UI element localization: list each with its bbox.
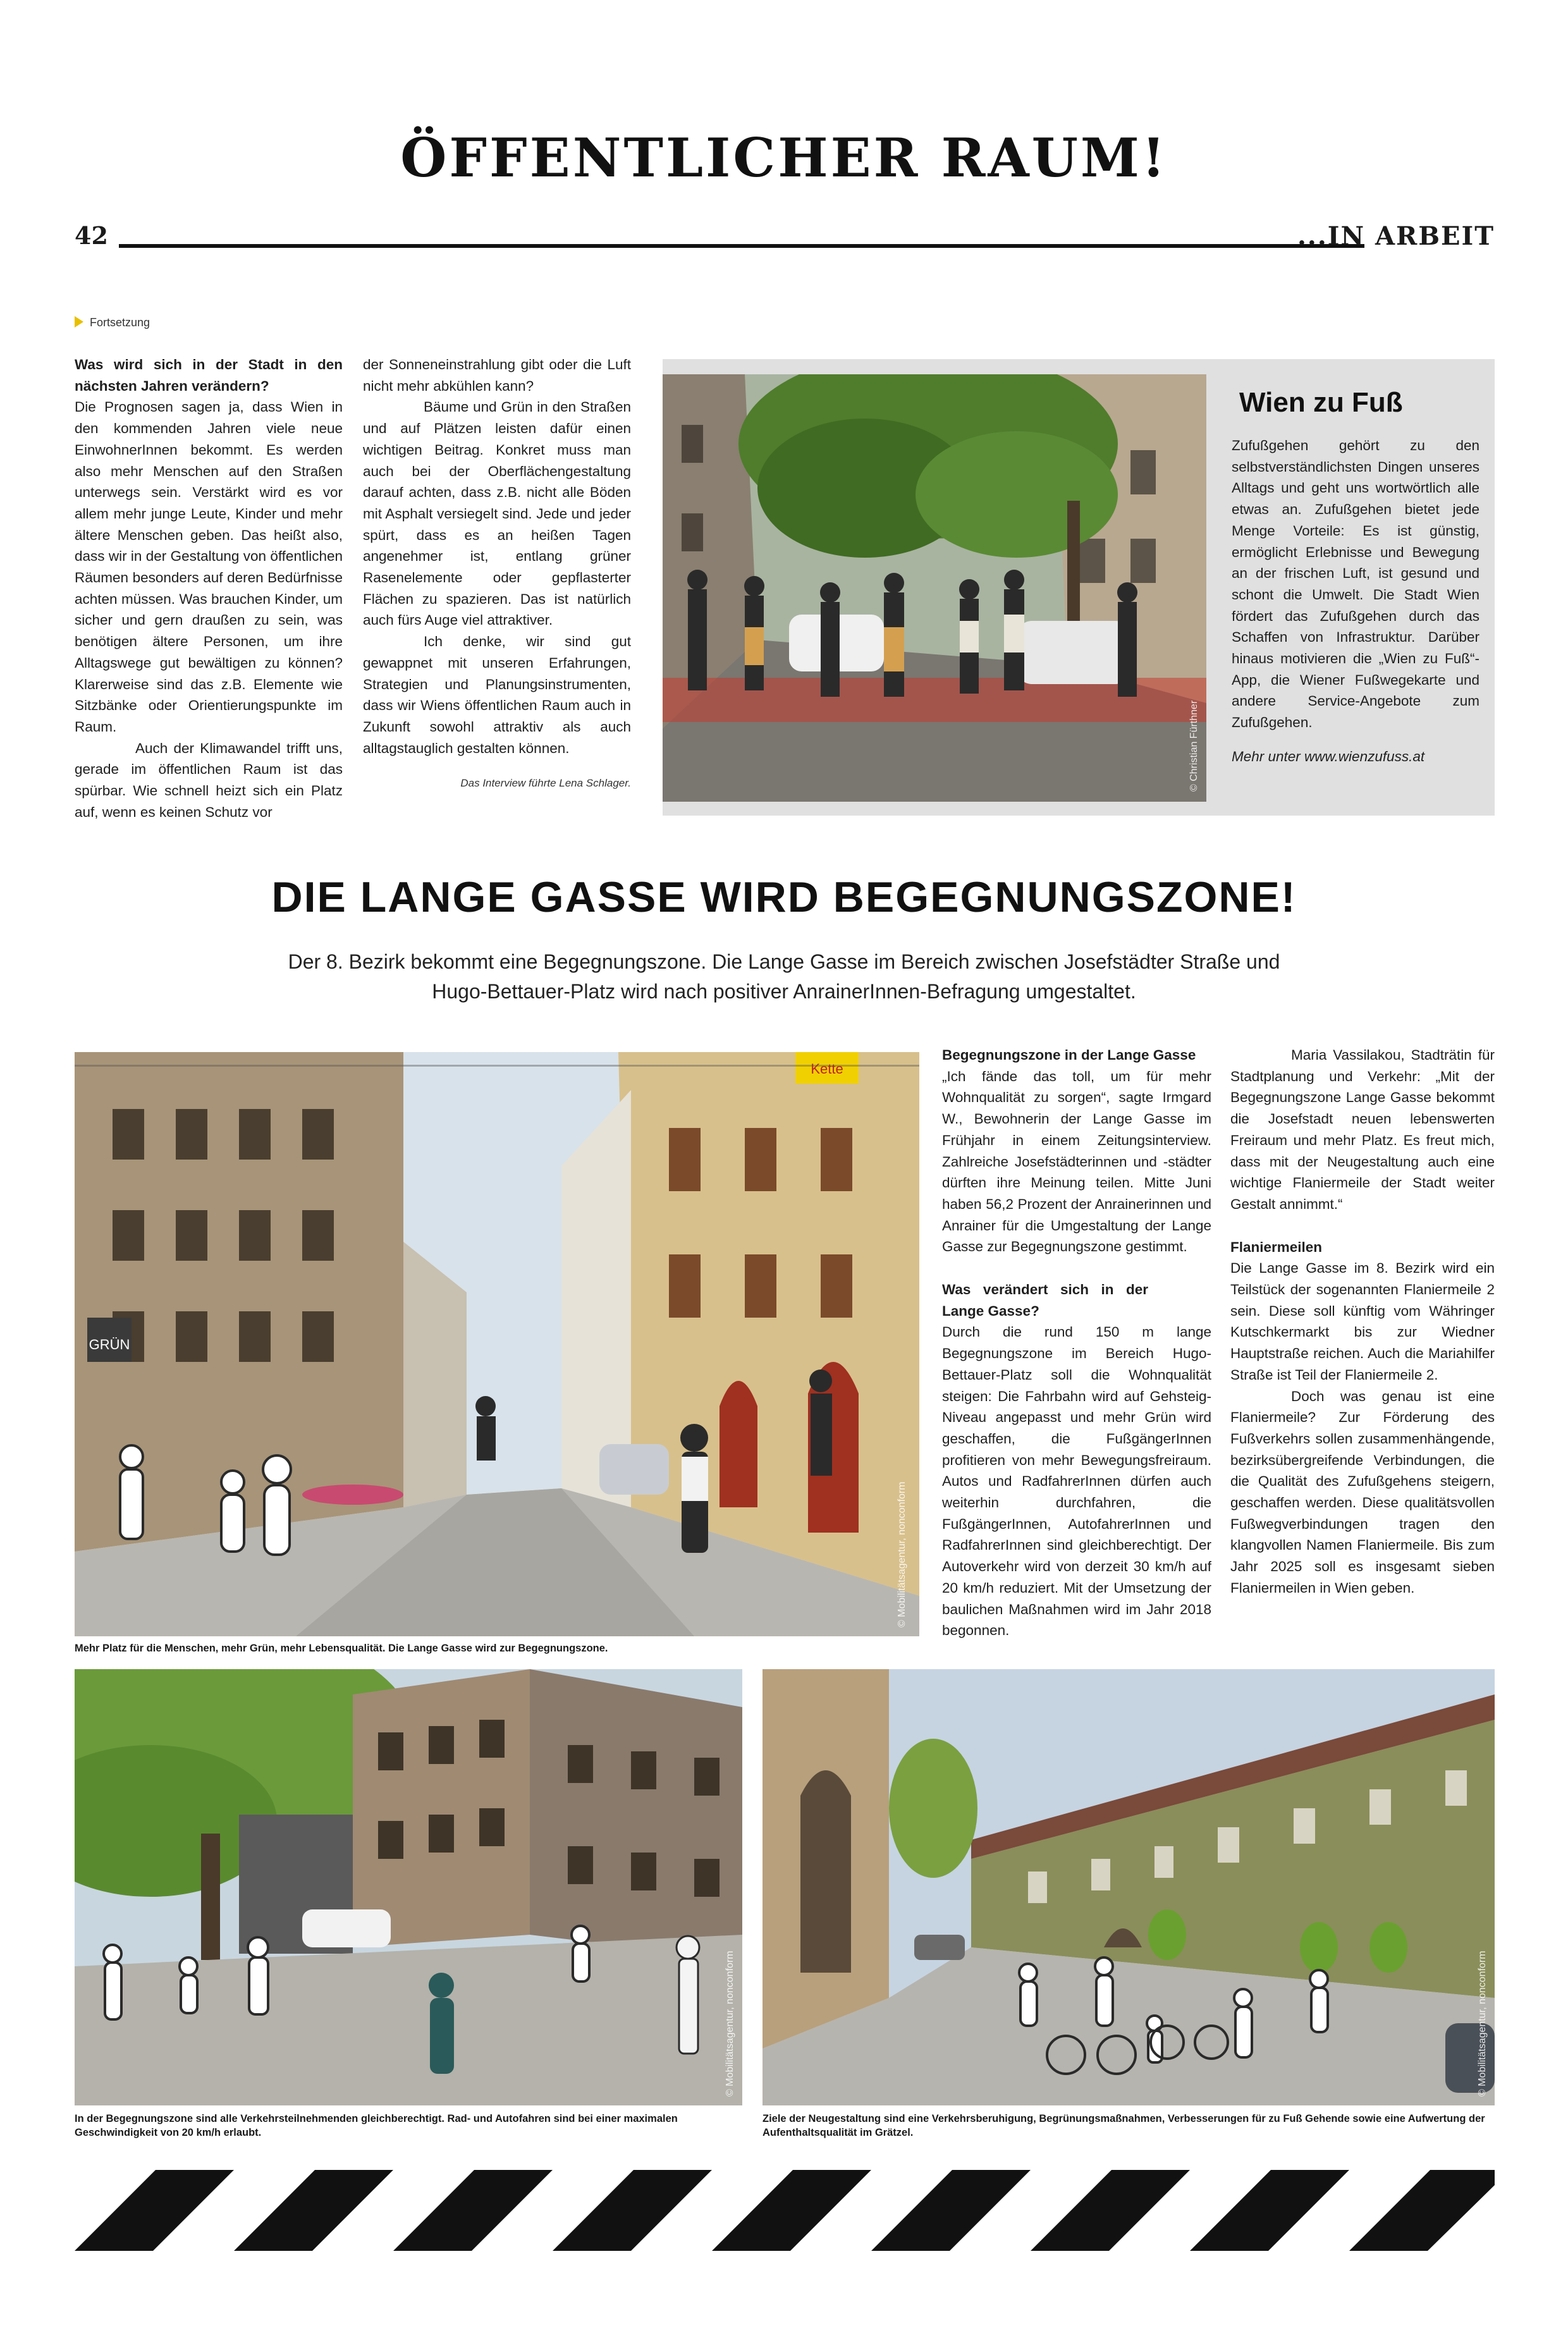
continuation-label: Fortsetzung <box>90 316 150 329</box>
graetzel-street-rendering <box>763 1669 1495 2105</box>
square-rendering-illustration <box>75 1669 742 2105</box>
article-subheading: Was verändert sich in der Lange Gasse? <box>942 1282 1148 1319</box>
interview-paragraph: Bäume und Grün in den Straßen und auf Plätzen leisten dafür einen wichtigen Beitrag. Konkret muss man auch bei der Oberflächengestaltung darauf achten, dass z.B. nicht alle Böden mit Asphalt versiegelt sind. Jede und jeder spürt, dass es an heißen Tagen angenehmer ist, entlang grüner Rasenelemente oder gepflasterter Flächen zu spazieren. Das ist natürlich auch fürs Auge viel attraktiver. <box>363 399 631 628</box>
page-header-bar <box>75 221 1495 259</box>
interview-paragraph: Die Prognosen sagen ja, dass Wien in den kommenden Jahren viele neue EinwohnerInnen bekommt. Es werden also mehr Menschen auf den Straßen unterwegs sein. Verstärkt wird es vor allem mehr junge Leute, Kinder und mehr ältere Menschen geben. Das heißt also, dass wir in der Gestaltung von öffentlichen Räumen besonders auf deren Bedürfnisse achten müssen. Was brauchen Kinder, um sicher und gern draußen zu sein, was benötigen ältere Personen, um ihre Alltagswege gut bewältigen zu können? Klarerweise sind das z.B. Elemente wie Sitzbänke oder Orientierungspunkte im Raum. <box>75 399 343 735</box>
photo-credit: © Mobilitätsagentur, nonconform <box>725 1951 735 2097</box>
masthead-title: ÖFFENTLICHER RAUM! <box>400 126 1168 189</box>
article-headline: DIE LANGE GASSE WIRD BEGEGNUNGSZONE! <box>271 873 1297 921</box>
interview-question: Was wird sich in der Stadt in den nächsten Jahren verändern? <box>75 357 343 394</box>
decorative-stripes <box>75 2170 1495 2251</box>
diagonal-stripes-graphic <box>75 2170 1495 2251</box>
street-rendering-illustration <box>75 1052 919 1636</box>
article-lead <box>190 947 1378 1007</box>
article-column-1 <box>942 1044 1211 1641</box>
lead-line: Hugo-Bettauer-Platz wird nach positiver AnrainerInnen-Befragung umgestaltet. <box>432 980 1136 1003</box>
continuation-marker <box>75 316 150 329</box>
main-photo-caption: Mehr Platz für die Menschen, mehr Grün, mehr Lebensqualität. Die Lange Gasse wird zur Begegnungszone. <box>75 1643 608 1654</box>
interview-paragraph: Auch der Klimawandel trifft uns, gerade im öffentlichen Raum ist das spürbar. Wie schnell heizt sich ein Platz auf, wenn es keinen Schutz vor <box>75 740 343 820</box>
page-number: 42 <box>75 221 108 250</box>
interview-byline: Das Interview führte Lena Schlager. <box>460 777 631 790</box>
interview-column-1 <box>75 354 343 823</box>
shop-sign-left: GRÜN <box>89 1337 130 1352</box>
article-subheading: Flaniermeilen <box>1230 1239 1323 1255</box>
article-column-2 <box>1230 1044 1495 1599</box>
photo-credit: © Christian Fürthner <box>1189 700 1199 792</box>
article-paragraph: Durch die rund 150 m lange Begegnungszone im Bereich Hugo-Bettauer-Platz soll die Wohnqualität steigen: Die Fahrbahn wird auf Gehsteig-Niveau angepasst und mehr Grün wird geschaffen, die FußgängerInnen profitieren von mehr Bewegungsfreiraum. Autos und RadfahrerInnen dürfen auch weiterhin durchfahren, die FußgängerInnen, AutofahrerInnen und RadfahrerInnen sind gleichberechtigt. Der Autoverkehr wird von derzeit 30 km/h auf 20 km/h reduziert. Mit der Umsetzung der baulichen Maßnahmen wird im Jahr 2018 begonnen. <box>942 1324 1211 1639</box>
lange-gasse-main-rendering <box>75 1052 919 1636</box>
infobox-title: Wien zu Fuß <box>1239 387 1403 418</box>
shop-sign-right: Kette <box>811 1061 843 1077</box>
header-rule <box>119 244 1364 248</box>
bottom-right-caption: Ziele der Neugestaltung sind eine Verkehrsberuhigung, Begrünungsmaßnahmen, Verbesserungen für zu Fuß Gehende sowie eine Aufwertung der Aufenthaltsqualität im Grätzel. <box>763 2113 1485 2138</box>
article-paragraph: Doch was genau ist eine Flaniermeile? Zur Förderung des Fußverkehrs sollen zusammenhängende, bezirksübergreifende Verbindungen, die die Qualität des Zufußgehens steigern, geschaffen werden. Diese qualitätsvollen Fußwegverbindungen tragen den klangvollen Namen Flaniermeile. Bis zum Jahr 2025 soll es insgesamt sieben Flaniermeilen in Wien geben. <box>1230 1388 1495 1596</box>
lead-line: Der 8. Bezirk bekommt eine Begegnungszone. Die Lange Gasse im Bereich zwischen Josefstädter Straße und <box>288 950 1280 973</box>
street-crossing-photo <box>663 374 1206 802</box>
photo-credit: © Mobilitätsagentur, nonconform <box>1477 1951 1488 2097</box>
graetzel-rendering-illustration <box>763 1669 1495 2105</box>
infobox-text: Zufußgehen gehört zu den selbstverständlichsten Dingen unseres Alltags und geht uns wortwörtlich alle etwas an. Zufußgehen bietet jede Menge Vorteile: Es ist günstig, ermöglicht Erlebnisse und Bewegung an der frischen Luft, ist gesund und schont die Umwelt. Die Stadt Wien fördert das Zufußgehen durch das Schaffen von Infrastruktur. Darüber hinaus motivieren die „Wien zu Fuß“-App, die Wiener Fußwegekarte und andere Service-Angebote zum Zufußgehen. <box>1232 438 1479 731</box>
article-paragraph: Die Lange Gasse im 8. Bezirk wird ein Teilstück der sogenannten Flaniermeile 2 sein. Diese soll künftig vom Währinger Kutschkermarkt bis zur Wiedner Hauptstraße reichen. Auch die Mariahilfer Straße ist Teil der Flaniermeile 2. <box>1230 1260 1495 1383</box>
article-paragraph: „Ich fände das toll, um für mehr Wohnqualität zu sorgen“, sagte Irmgard W., Bewohnerin der Lange Gasse im Frühjahr in einem Zeitungsinterview. Zahlreiche Josefstädterinnen und -städter dürften ihre Meinung teilen. Mitte Juni haben 56,2 Prozent der Anrainerinnen und Anrainer für die Umgestaltung der Lange Gasse zur Begegnungszone gestimmt. <box>942 1068 1211 1255</box>
photo-credit: © Mobilitätsagentur, nonconform <box>897 1481 907 1627</box>
street-crossing-illustration <box>663 374 1206 802</box>
interview-paragraph: Ich denke, wir sind gut gewappnet mit unseren Erfahrungen, Strategien und Planungsinstrumenten, dass wir Wiens öffentlichen Raum auch in Zukunft sowohl attraktiv als auch alltagstauglich gestalten können. <box>363 634 631 756</box>
interview-column-2 <box>363 354 631 794</box>
begegnungszone-square-rendering <box>75 1669 742 2105</box>
wien-zu-fuss-infobox <box>663 359 1495 816</box>
section-label: ...IN ARBEIT <box>1297 221 1495 251</box>
triangle-arrow-icon <box>75 316 83 328</box>
infobox-link[interactable]: Mehr unter www.wienzufuss.at <box>1232 749 1425 764</box>
article-subheading: Begegnungszone in der Lange Gasse <box>942 1047 1196 1063</box>
interview-paragraph: der Sonneneinstrahlung gibt oder die Luft nicht mehr abkühlen kann? <box>363 357 631 394</box>
bottom-left-caption: In der Begegnungszone sind alle Verkehrsteilnehmenden gleichberechtigt. Rad- und Autofahren sind bei einer maximalen Geschwindigkeit von 20 km/h erlaubt. <box>75 2113 678 2138</box>
article-paragraph: Maria Vassilakou, Stadträtin für Stadtplanung und Verkehr: „Mit der Begegnungszone Lange Gasse bekommt die Josefstadt neuen lebenswerten Freiraum und mehr Platz. Es freut mich, dass mit der Neugestaltung auch eine wichtige Flaniermeile der Stadt weiter Gestalt annimmt.“ <box>1230 1047 1495 1212</box>
